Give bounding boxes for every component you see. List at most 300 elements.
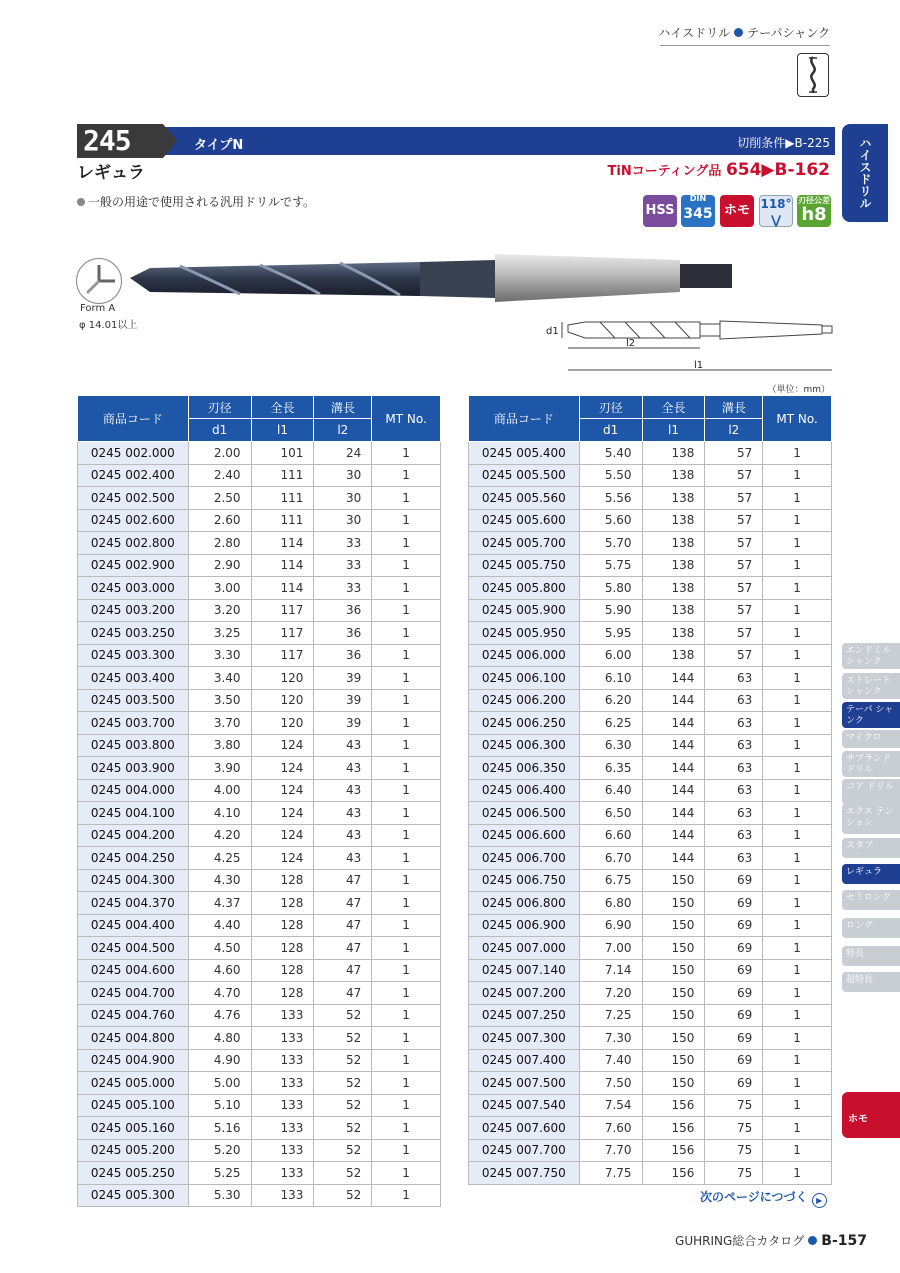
flute-length: 36	[314, 644, 372, 667]
drill-diameter: 5.95	[579, 622, 642, 645]
mt-number: 1	[372, 509, 441, 532]
mt-number: 1	[372, 532, 441, 555]
page-footer	[675, 1232, 867, 1249]
product-code: 0245 005.800	[469, 577, 580, 600]
product-code: 0245 003.300	[78, 644, 189, 667]
table-row	[78, 1072, 441, 1095]
mt-number: 1	[372, 824, 441, 847]
flute-length: 57	[705, 577, 763, 600]
table-row	[78, 937, 441, 960]
drill-diameter: 6.75	[579, 869, 642, 892]
overall-length: 133	[251, 1094, 314, 1117]
table-row	[469, 509, 832, 532]
mt-number: 1	[372, 712, 441, 735]
side-nav-item[interactable]: テーパ シャンク	[842, 702, 900, 728]
din-badge-label: DIN	[689, 194, 707, 203]
mt-number: 1	[763, 599, 832, 622]
flute-length: 52	[314, 1162, 372, 1185]
table-row	[469, 937, 832, 960]
drill-diameter: 5.16	[188, 1117, 251, 1140]
product-code: 0245 006.300	[469, 734, 580, 757]
overall-length: 144	[642, 779, 705, 802]
flute-length: 63	[705, 667, 763, 690]
catalog-name: GUHRING総合カタログ	[675, 1234, 805, 1248]
overall-length: 156	[642, 1094, 705, 1117]
flute-length: 63	[705, 757, 763, 780]
flute-length: 69	[705, 1049, 763, 1072]
product-code: 0245 007.300	[469, 1027, 580, 1050]
overall-length: 150	[642, 959, 705, 982]
mt-number: 1	[763, 1004, 832, 1027]
mt-number: 1	[763, 847, 832, 870]
flute-length: 47	[314, 959, 372, 982]
din-badge	[681, 195, 715, 227]
homo-badge: ホモ	[720, 195, 754, 227]
overall-length: 150	[642, 982, 705, 1005]
tolerance-badge-value: h8	[801, 204, 827, 225]
table-row	[78, 802, 441, 825]
drill-diameter: 6.00	[579, 644, 642, 667]
flute-length: 47	[314, 982, 372, 1005]
drill-diameter: 5.30	[188, 1184, 251, 1207]
product-code: 0245 004.000	[78, 779, 189, 802]
drill-diameter: 4.40	[188, 914, 251, 937]
mt-number: 1	[763, 914, 832, 937]
drill-diameter: 4.60	[188, 959, 251, 982]
overall-length: 114	[251, 577, 314, 600]
overall-length: 124	[251, 734, 314, 757]
overall-length: 128	[251, 937, 314, 960]
table-row	[469, 667, 832, 690]
table-row	[469, 712, 832, 735]
col-len-header: 全長	[642, 396, 705, 419]
drill-icon	[797, 53, 829, 97]
col-dia-header: 刃径	[579, 396, 642, 419]
side-nav-item[interactable]: ストレート シャンク	[842, 673, 900, 699]
mt-number: 1	[372, 1027, 441, 1050]
form-a-icon	[76, 258, 122, 304]
mt-number: 1	[763, 757, 832, 780]
side-nav-item[interactable]: 特長	[842, 946, 900, 966]
overall-length: 128	[251, 869, 314, 892]
flute-length: 69	[705, 1027, 763, 1050]
product-code: 0245 006.250	[469, 712, 580, 735]
point-angle-badge	[759, 195, 793, 227]
table-row	[78, 622, 441, 645]
overall-length: 133	[251, 1049, 314, 1072]
side-nav-item[interactable]: エクス テンション	[842, 804, 900, 834]
table-row	[78, 847, 441, 870]
overall-length: 133	[251, 1117, 314, 1140]
table-row	[78, 1184, 441, 1207]
drill-diameter: 7.14	[579, 959, 642, 982]
table-row	[469, 734, 832, 757]
product-code: 0245 006.600	[469, 824, 580, 847]
product-code: 0245 007.540	[469, 1094, 580, 1117]
table-row	[469, 757, 832, 780]
overall-length: 120	[251, 689, 314, 712]
overall-length: 144	[642, 734, 705, 757]
table-row	[469, 914, 832, 937]
drill-diameter: 5.25	[188, 1162, 251, 1185]
product-code: 0245 005.500	[469, 464, 580, 487]
drill-diameter: 4.90	[188, 1049, 251, 1072]
overall-length: 111	[251, 464, 314, 487]
product-description	[77, 193, 315, 210]
drill-diameter: 4.80	[188, 1027, 251, 1050]
col-mt-header: MT No.	[763, 396, 832, 442]
table-row	[78, 734, 441, 757]
product-code: 0245 007.250	[469, 1004, 580, 1027]
drill-diameter: 7.00	[579, 937, 642, 960]
table-row	[78, 1117, 441, 1140]
side-homo-tab[interactable]: ホモ	[842, 1092, 900, 1138]
product-code: 0245 007.750	[469, 1162, 580, 1185]
flute-length: 52	[314, 1184, 372, 1207]
product-code: 0245 004.250	[78, 847, 189, 870]
flute-length: 43	[314, 802, 372, 825]
tin-note-prefix: TiNコーティング品	[607, 164, 722, 179]
flute-length: 69	[705, 914, 763, 937]
mt-number: 1	[372, 644, 441, 667]
table-row	[469, 959, 832, 982]
flute-length: 69	[705, 937, 763, 960]
drill-diameter: 4.00	[188, 779, 251, 802]
table-row	[78, 599, 441, 622]
table-row	[78, 914, 441, 937]
flute-length: 63	[705, 802, 763, 825]
table-row	[469, 554, 832, 577]
product-code: 0245 005.250	[78, 1162, 189, 1185]
point-angle-value: 118°	[760, 197, 792, 211]
product-code: 0245 005.000	[78, 1072, 189, 1095]
overall-length: 150	[642, 869, 705, 892]
mt-number: 1	[763, 1027, 832, 1050]
overall-length: 124	[251, 779, 314, 802]
overall-length: 117	[251, 644, 314, 667]
flute-length: 69	[705, 869, 763, 892]
mt-number: 1	[372, 1072, 441, 1095]
side-nav-item[interactable]: コア ドリル	[842, 779, 900, 805]
tin-note-ref: 654▶B-162	[725, 160, 830, 180]
side-nav-item[interactable]: 超特長	[842, 972, 900, 992]
overall-length: 133	[251, 1184, 314, 1207]
mt-number: 1	[763, 532, 832, 555]
mt-number: 1	[763, 959, 832, 982]
product-code: 0245 004.300	[78, 869, 189, 892]
flute-length: 75	[705, 1162, 763, 1185]
cutting-conditions-link[interactable]: 切削条件▶B-225	[737, 136, 830, 150]
mt-number: 1	[372, 1139, 441, 1162]
overall-length: 128	[251, 959, 314, 982]
product-code: 0245 006.800	[469, 892, 580, 915]
overall-length: 144	[642, 667, 705, 690]
product-code: 0245 003.800	[78, 734, 189, 757]
title-bar	[77, 127, 835, 155]
product-code: 0245 005.560	[469, 487, 580, 510]
mt-number: 1	[763, 779, 832, 802]
flute-length: 43	[314, 734, 372, 757]
mt-number: 1	[372, 577, 441, 600]
product-code: 0245 002.600	[78, 509, 189, 532]
col-dia-symbol: d1	[579, 419, 642, 442]
unit-label: （単位：mm）	[767, 385, 830, 395]
overall-length: 117	[251, 599, 314, 622]
drill-diameter: 4.25	[188, 847, 251, 870]
overall-length: 138	[642, 532, 705, 555]
table-row	[78, 644, 441, 667]
overall-length: 133	[251, 1139, 314, 1162]
side-nav-item[interactable]: エンドミル シャンク	[842, 643, 900, 669]
product-code: 0245 007.500	[469, 1072, 580, 1095]
col-dia-header: 刃径	[188, 396, 251, 419]
table-row	[469, 1094, 832, 1117]
drill-diameter: 4.50	[188, 937, 251, 960]
flute-length: 75	[705, 1117, 763, 1140]
overall-length: 150	[642, 1027, 705, 1050]
overall-length: 138	[642, 487, 705, 510]
mt-number: 1	[763, 689, 832, 712]
mt-number: 1	[372, 847, 441, 870]
product-code: 0245 003.200	[78, 599, 189, 622]
diagram-d1-label: d1	[546, 326, 559, 337]
overall-length: 150	[642, 1049, 705, 1072]
mt-number: 1	[763, 869, 832, 892]
flute-length: 30	[314, 509, 372, 532]
product-code: 0245 004.100	[78, 802, 189, 825]
drill-diameter: 7.20	[579, 982, 642, 1005]
mt-number: 1	[763, 644, 832, 667]
header-subcategory: テーパシャンク	[747, 26, 830, 40]
hss-badge: HSS	[643, 195, 677, 227]
overall-length: 156	[642, 1139, 705, 1162]
side-nav-item[interactable]: ロング	[842, 918, 900, 938]
flute-length: 43	[314, 847, 372, 870]
overall-length: 144	[642, 712, 705, 735]
flute-length: 33	[314, 554, 372, 577]
drill-diameter: 5.20	[188, 1139, 251, 1162]
overall-length: 120	[251, 667, 314, 690]
side-category-tab[interactable]: ハイスドリル	[842, 124, 888, 222]
drill-diameter: 3.80	[188, 734, 251, 757]
product-code: 0245 004.760	[78, 1004, 189, 1027]
product-code: 0245 005.900	[469, 599, 580, 622]
mt-number: 1	[372, 622, 441, 645]
mt-number: 1	[763, 1094, 832, 1117]
drill-diameter: 7.40	[579, 1049, 642, 1072]
tin-coating-note[interactable]	[608, 160, 831, 180]
overall-length: 133	[251, 1027, 314, 1050]
mt-number: 1	[763, 712, 832, 735]
mt-number: 1	[763, 982, 832, 1005]
overall-length: 150	[642, 892, 705, 915]
flute-length: 39	[314, 712, 372, 735]
drill-diameter: 5.10	[188, 1094, 251, 1117]
flute-length: 57	[705, 532, 763, 555]
product-code: 0245 005.750	[469, 554, 580, 577]
flute-length: 69	[705, 892, 763, 915]
overall-length: 111	[251, 509, 314, 532]
table-row	[469, 982, 832, 1005]
table-row	[78, 554, 441, 577]
product-code: 0245 006.500	[469, 802, 580, 825]
mt-number: 1	[763, 1162, 832, 1185]
overall-length: 138	[642, 509, 705, 532]
flute-length: 24	[314, 442, 372, 465]
flute-length: 47	[314, 892, 372, 915]
drill-diameter: 5.56	[579, 487, 642, 510]
mt-number: 1	[763, 442, 832, 465]
table-row	[78, 712, 441, 735]
tolerance-badge-label: 刃径公差	[798, 196, 830, 205]
mt-number: 1	[763, 1072, 832, 1095]
col-code-header: 商品コード	[78, 396, 189, 442]
product-code: 0245 002.900	[78, 554, 189, 577]
overall-length: 133	[251, 1162, 314, 1185]
overall-length: 124	[251, 757, 314, 780]
drill-diameter: 4.10	[188, 802, 251, 825]
table-row	[469, 599, 832, 622]
col-len-symbol: l1	[251, 419, 314, 442]
drill-diameter: 3.25	[188, 622, 251, 645]
product-code: 0245 004.400	[78, 914, 189, 937]
overall-length: 138	[642, 599, 705, 622]
table-row	[469, 824, 832, 847]
product-code: 0245 005.600	[469, 509, 580, 532]
table-row	[78, 959, 441, 982]
drill-photo	[120, 240, 740, 310]
table-row	[78, 667, 441, 690]
bullet-icon	[77, 198, 85, 206]
flute-length: 57	[705, 599, 763, 622]
overall-length: 156	[642, 1162, 705, 1185]
product-number-arrow	[163, 124, 177, 158]
drill-diameter: 3.20	[188, 599, 251, 622]
table-row	[78, 1162, 441, 1185]
drill-diameter: 6.70	[579, 847, 642, 870]
drill-diameter: 7.60	[579, 1117, 642, 1140]
table-row	[78, 532, 441, 555]
drill-diameter: 5.70	[579, 532, 642, 555]
product-code: 0245 007.140	[469, 959, 580, 982]
overall-length: 144	[642, 757, 705, 780]
flute-length: 47	[314, 937, 372, 960]
mt-number: 1	[763, 824, 832, 847]
product-code: 0245 007.200	[469, 982, 580, 1005]
flute-length: 69	[705, 982, 763, 1005]
drill-diameter: 4.20	[188, 824, 251, 847]
side-nav-item[interactable]: スタブ	[842, 838, 900, 858]
flute-length: 30	[314, 487, 372, 510]
flute-length: 57	[705, 509, 763, 532]
flute-length: 57	[705, 442, 763, 465]
mt-number: 1	[763, 1139, 832, 1162]
flute-length: 63	[705, 824, 763, 847]
header-breadcrumb	[658, 24, 830, 41]
header-category: ハイスドリル	[658, 26, 731, 40]
mt-number: 1	[372, 1004, 441, 1027]
drill-diameter: 2.00	[188, 442, 251, 465]
overall-length: 144	[642, 824, 705, 847]
mt-number: 1	[763, 487, 832, 510]
table-row	[78, 689, 441, 712]
table-row	[469, 577, 832, 600]
mt-number: 1	[372, 914, 441, 937]
product-code: 0245 003.250	[78, 622, 189, 645]
flute-length: 39	[314, 667, 372, 690]
table-row	[469, 1139, 832, 1162]
side-nav-item[interactable]: セミロング	[842, 890, 900, 910]
flute-length: 63	[705, 689, 763, 712]
table-row	[469, 622, 832, 645]
flute-length: 36	[314, 599, 372, 622]
table-row	[78, 757, 441, 780]
table-row	[469, 1049, 832, 1072]
table-row	[78, 892, 441, 915]
drill-diameter: 7.25	[579, 1004, 642, 1027]
flute-length: 69	[705, 1072, 763, 1095]
drill-diameter: 6.80	[579, 892, 642, 915]
overall-length: 144	[642, 847, 705, 870]
drill-diameter: 7.50	[579, 1072, 642, 1095]
header-divider	[660, 45, 830, 46]
next-page-label: 次のページにつづく	[700, 1190, 808, 1204]
table-row	[78, 509, 441, 532]
drill-diameter: 4.70	[188, 982, 251, 1005]
flute-length: 43	[314, 824, 372, 847]
drill-diameter: 3.70	[188, 712, 251, 735]
mt-number: 1	[372, 667, 441, 690]
mt-number: 1	[372, 959, 441, 982]
product-code: 0245 005.700	[469, 532, 580, 555]
product-code: 0245 005.100	[78, 1094, 189, 1117]
product-code: 0245 006.200	[469, 689, 580, 712]
product-subtitle: レギュラ	[77, 163, 145, 183]
mt-number: 1	[372, 689, 441, 712]
overall-length: 111	[251, 487, 314, 510]
table-row	[469, 1004, 832, 1027]
product-code: 0245 005.300	[78, 1184, 189, 1207]
drill-diameter: 5.80	[579, 577, 642, 600]
product-code: 0245 004.700	[78, 982, 189, 1005]
overall-length: 144	[642, 689, 705, 712]
mt-number: 1	[372, 1049, 441, 1072]
table-row	[469, 1117, 832, 1140]
drill-diameter: 5.40	[579, 442, 642, 465]
table-row	[469, 442, 832, 465]
next-page-link[interactable]	[700, 1188, 827, 1208]
product-code: 0245 002.500	[78, 487, 189, 510]
drill-diameter: 7.70	[579, 1139, 642, 1162]
side-nav-item[interactable]: レギュラ	[842, 864, 900, 884]
col-dia-symbol: d1	[188, 419, 251, 442]
mt-number: 1	[372, 1184, 441, 1207]
product-code: 0245 004.200	[78, 824, 189, 847]
side-nav-item[interactable]: マイクロ	[842, 730, 900, 748]
overall-length: 124	[251, 824, 314, 847]
overall-length: 114	[251, 532, 314, 555]
overall-length: 156	[642, 1117, 705, 1140]
drill-diameter: 5.50	[579, 464, 642, 487]
side-nav-item[interactable]: サブランド ドリル	[842, 751, 900, 777]
drill-diameter: 6.60	[579, 824, 642, 847]
flute-length: 52	[314, 1094, 372, 1117]
mt-number: 1	[763, 667, 832, 690]
table-row	[469, 892, 832, 915]
form-name: Form A	[80, 303, 116, 314]
table-row	[78, 869, 441, 892]
col-code-header: 商品コード	[469, 396, 580, 442]
